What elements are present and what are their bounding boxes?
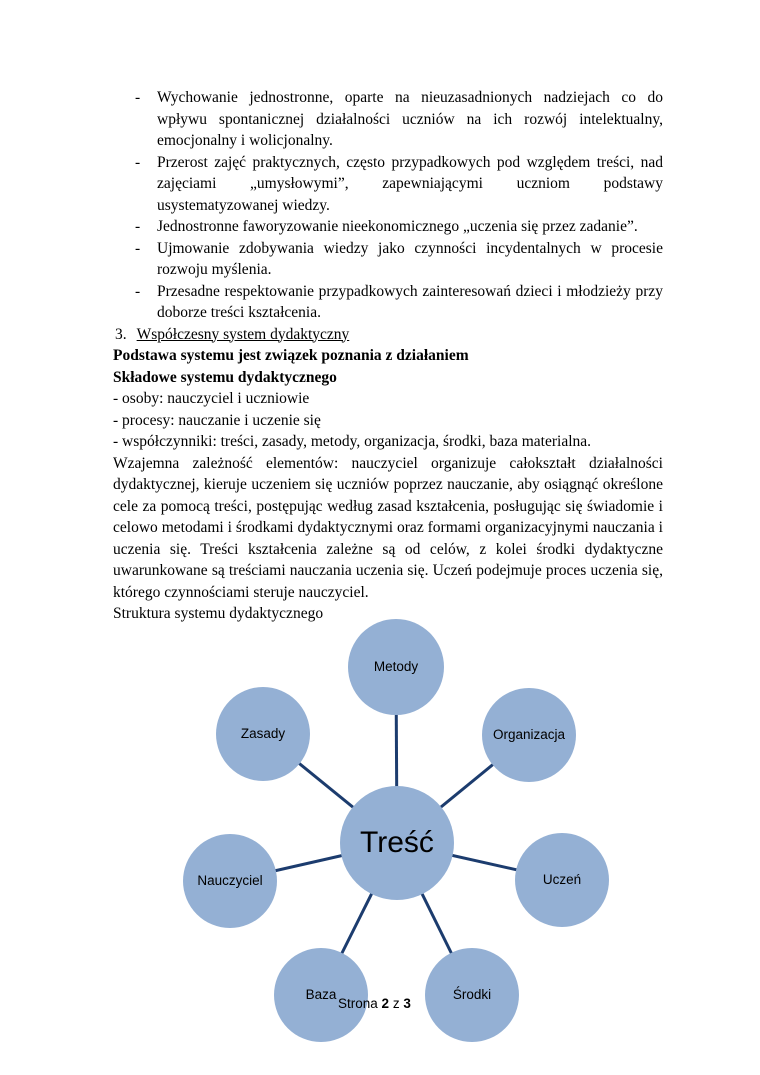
node-label: Baza [305, 987, 337, 1003]
footer-label: Strona [338, 996, 378, 1011]
diagram-node-zasady [216, 687, 310, 781]
diagram-node-uczen [515, 833, 609, 927]
list-item [113, 238, 663, 281]
component-line: - osoby: nauczyciel i uczniowie [113, 390, 310, 407]
bold-subheading: Składowe systemu dydaktycznego [113, 368, 337, 386]
body-paragraph: Wzajemna zależność elementów: nauczyciel organizuje całokształt działalności dydaktycznej, kieruje uczeniem się uczniów poprzez nauczanie, aby osiągnąć określone cele za pomocą treści, postępując według zasad kształcenia, posługując się świadomie i celowo metodami i środkami dydaktycznymi oraz formami organizacyjnymi nauczania i uczenia się. Treści kształcenia zależne są od celów, z kolei środki dydaktyczne uwarunkowane są treściami nauczania uczenia się. Uczeń podejmuje proces uczenia się, którego czynnościami steruje nauczyciel. [113, 454, 663, 601]
bullet-text: Przesadne respektowanie przypadkowych zainteresowań dzieci i młodzieży przy doborze treści kształcenia. [157, 282, 663, 321]
bullet-marker: - [135, 282, 141, 300]
bullet-list [113, 87, 663, 324]
bullet-marker: - [135, 89, 141, 106]
bullet-text: Ujmowanie zdobywania wiedzy jako czynności incydentalnych w procesie rozwoju myślenia. [157, 239, 663, 278]
component-line: - procesy: nauczanie i uczenie się [113, 411, 321, 429]
component-line: - współczynniki: treści, zasady, metody, organizacja, środki, baza materialna. [113, 433, 592, 450]
list-item [113, 281, 663, 324]
section-title: Współczesny system dydaktyczny [136, 325, 350, 343]
node-label: Nauczyciel [197, 873, 263, 889]
node-label: Środki [452, 987, 492, 1003]
footer-total-pages: 3 [403, 996, 411, 1011]
list-item [113, 152, 663, 217]
bullet-marker: - [135, 153, 141, 171]
diagram-caption: Struktura systemu dydaktycznego [113, 605, 324, 622]
section-heading [113, 324, 663, 346]
footer-current-page: 2 [381, 996, 390, 1011]
diagram-node-organizacja [482, 688, 576, 782]
diagram-node-tresc-center [340, 786, 454, 900]
bullet-text: Jednostronne faworyzowanie nieekonomicznego „uczenia się przez zadanie”. [157, 218, 638, 235]
list-item [113, 216, 663, 238]
node-label: Uczeń [542, 872, 582, 888]
section-number: 3. [115, 325, 127, 343]
node-label: Treść [360, 826, 434, 860]
diagram-node-srodki [425, 948, 519, 1042]
diagram-node-metody [348, 619, 444, 715]
footer-separator: z [392, 996, 400, 1011]
list-item [113, 87, 663, 152]
page-footer [338, 993, 411, 1015]
node-label: Zasady [240, 726, 286, 742]
bullet-marker: - [135, 239, 141, 257]
bullet-text: Wychowanie jednostronne, oparte na nieuzasadnionych nadziejach co do wpływu spontanicznej działalności uczniów na ich rozwój intelektualny, emocjonalny i wolicjonalny. [157, 89, 663, 149]
node-label: Metody [373, 659, 419, 675]
node-label: Organizacja [492, 727, 566, 743]
bullet-text: Przerost zajęć praktycznych, często przypadkowych pod względem treści, nad zajęciami „umysłowymi”, zapewniającymi uczniom podstawy usystematyzowanej wiedzy. [157, 153, 663, 214]
diagram-node-nauczyciel [183, 834, 277, 928]
bold-statement: Podstawa systemu jest związek poznania z działaniem [113, 347, 469, 364]
bullet-marker: - [135, 218, 141, 235]
